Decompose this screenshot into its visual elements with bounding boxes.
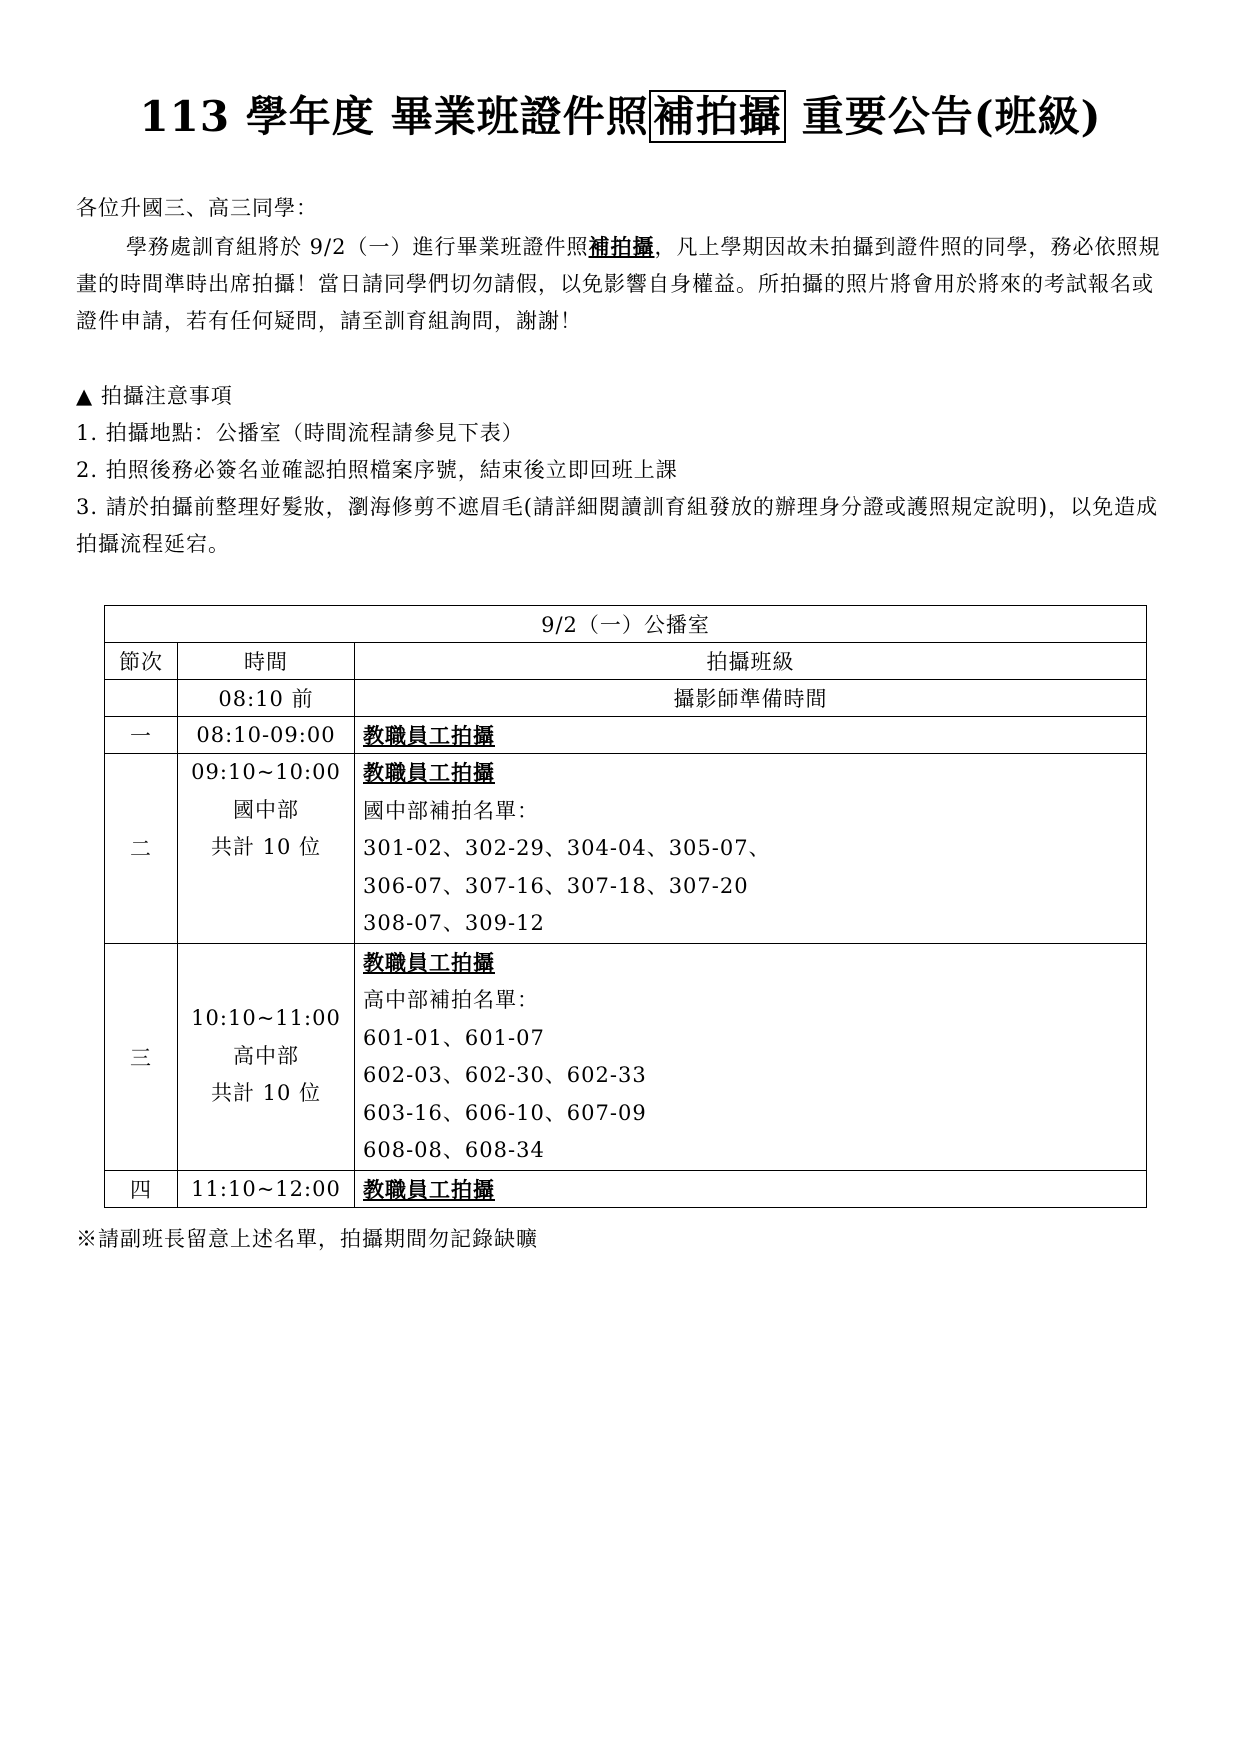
content-cell — [355, 943, 1147, 1170]
list-item: 602-03、602-30、602-33 — [363, 1063, 647, 1087]
time-range: 10:10~11:00 — [191, 1006, 341, 1031]
time-cell — [178, 943, 355, 1170]
time-cell: 08:10 前 — [178, 680, 355, 717]
notes-section — [76, 378, 1166, 563]
intro-before: 學務處訓育組將於 9/2（一）進行畢業班證件照 — [126, 235, 589, 259]
staff-label: 教職員工拍攝 — [363, 1176, 495, 1202]
note-item: 3. 請於拍攝前整理好髮妝，瀏海修剪不遮眉毛(請詳細閱讀訓育組發放的辦理身分證或護照規定說明)，以免造成拍攝流程延宕。 — [76, 495, 1159, 556]
time-range: 09:10~10:00 — [191, 760, 341, 784]
table-row — [105, 717, 1147, 754]
student-count: 共計 10 位 — [210, 835, 322, 859]
content-cell — [355, 1170, 1147, 1207]
notes-heading: ▲ 拍攝注意事項 — [76, 384, 233, 408]
content-cell — [355, 717, 1147, 754]
table-caption-row — [105, 606, 1147, 643]
table-row — [105, 943, 1147, 1170]
note-item: 1. 拍攝地點：公播室（時間流程請參見下表） — [76, 421, 524, 445]
student-count: 共計 10 位 — [210, 1081, 322, 1106]
page-title — [0, 84, 1241, 144]
schedule-table — [104, 605, 1147, 1208]
division-label: 高中部 — [233, 1043, 299, 1068]
period-cell: 一 — [105, 717, 178, 754]
footnote: ※請副班長留意上述名單，拍攝期間勿記錄缺曠 — [76, 1227, 538, 1251]
period-cell: 二 — [105, 754, 178, 944]
content-cell: 攝影師準備時間 — [355, 680, 1147, 717]
period-cell — [105, 680, 178, 717]
period-cell: 四 — [105, 1170, 178, 1207]
header-classes: 拍攝班級 — [355, 643, 1147, 680]
staff-label: 教職員工拍攝 — [363, 949, 495, 975]
time-cell: 11:10~12:00 — [178, 1170, 355, 1207]
title-year: 113 學年度 — [139, 92, 375, 141]
table-row — [105, 754, 1147, 944]
header-time: 時間 — [178, 643, 355, 680]
list-heading: 高中部補拍名單： — [363, 988, 539, 1012]
intro-after: ，凡上學期因故未拍攝到證件照的同學，務必依照規畫的時間準時出席拍攝！當日請同學們切勿請假，以免影響自身權益。所拍攝的照片將會用於將來的考試報名或證件申請，若有任何疑問，請至訓育組詢問，謝謝！ — [76, 235, 1161, 333]
title-boxed-keyword: 補拍攝 — [649, 90, 786, 143]
time-cell — [178, 754, 355, 944]
list-item: 306-07、307-16、307-18、307-20 — [363, 873, 749, 898]
header-period: 節次 — [105, 643, 178, 680]
table-header-row — [105, 643, 1147, 680]
title-subject: 畢業班證件照 — [390, 92, 649, 141]
greeting: 各位升國三、高三同學： — [76, 196, 318, 220]
period-cell: 三 — [105, 943, 178, 1170]
staff-label: 教職員工拍攝 — [363, 760, 495, 785]
list-item: 308-07、309-12 — [363, 911, 545, 935]
staff-label: 教職員工拍攝 — [363, 723, 495, 748]
intro-bold: 補拍攝 — [588, 234, 655, 259]
intro-paragraph — [76, 228, 1166, 340]
title-suffix: 重要公告(班級) — [801, 92, 1102, 141]
time-cell: 08:10-09:00 — [178, 717, 355, 754]
table-row — [105, 1170, 1147, 1207]
table-caption: 9/2（一）公播室 — [105, 606, 1147, 643]
list-item: 603-16、606-10、607-09 — [363, 1100, 647, 1125]
division-label: 國中部 — [233, 797, 299, 822]
list-item: 301-02、302-29、304-04、305-07、 — [363, 836, 771, 860]
list-heading: 國中部補拍名單： — [363, 798, 539, 823]
table-row — [105, 680, 1147, 717]
list-item: 608-08、608-34 — [363, 1138, 545, 1162]
list-item: 601-01、601-07 — [363, 1025, 545, 1050]
note-item: 2. 拍照後務必簽名並確認拍照檔案序號，結束後立即回班上課 — [76, 458, 678, 482]
content-cell — [355, 754, 1147, 944]
